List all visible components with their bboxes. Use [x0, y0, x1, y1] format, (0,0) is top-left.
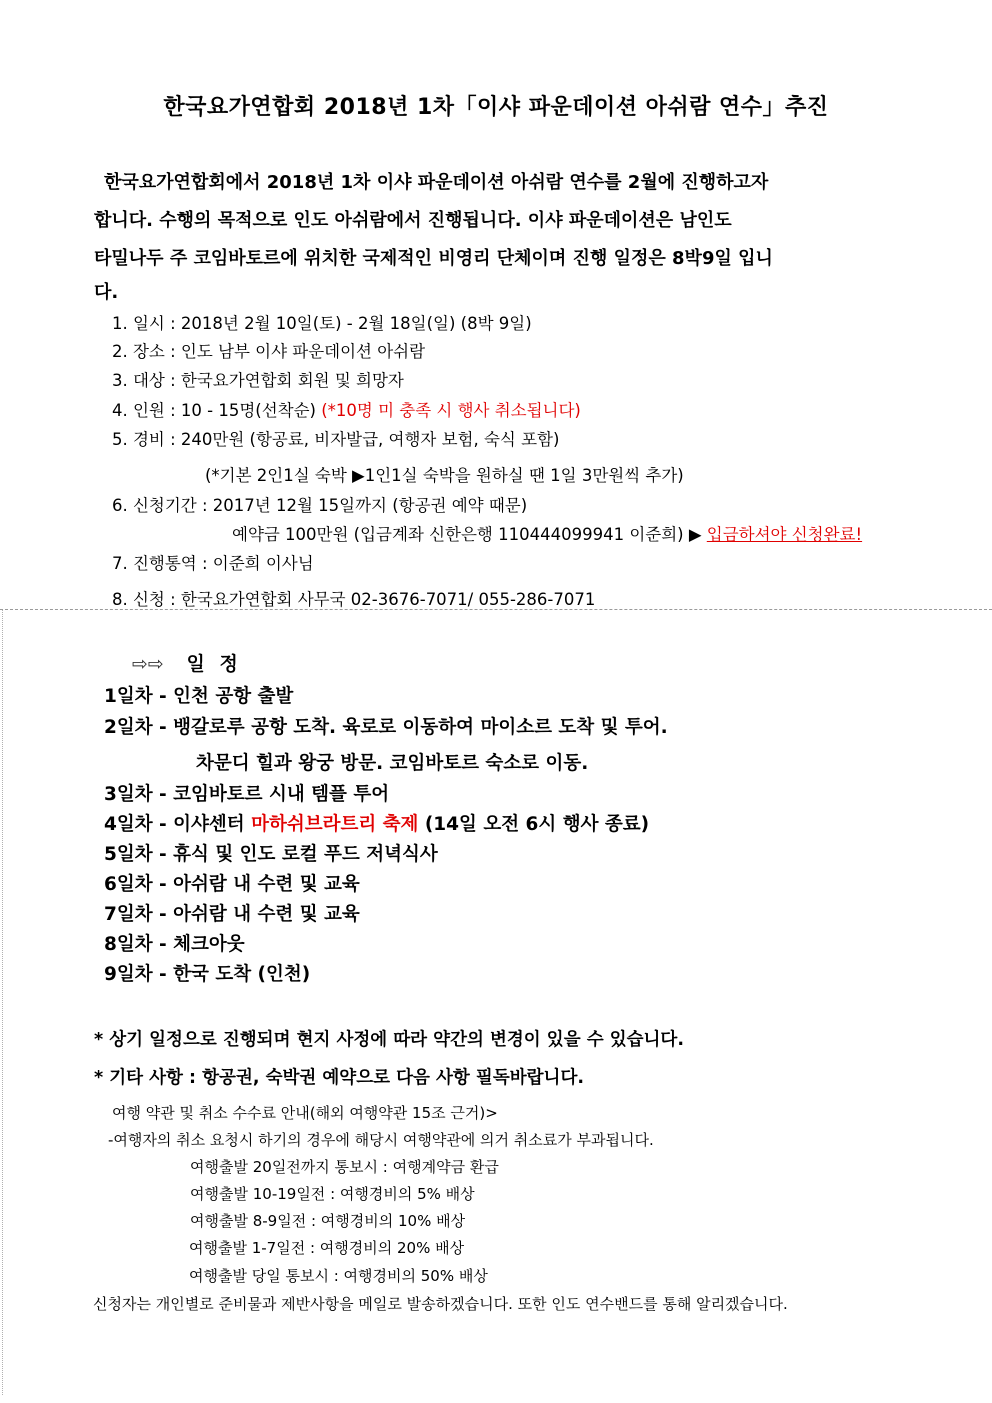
personnel-text: 4. 인원 : 10 - 15명(선착순): [112, 401, 322, 420]
policy-row-3: 여행출발 8-9일전 : 여행경비의 10% 배상: [190, 1212, 466, 1230]
detail-deposit: [232, 521, 862, 545]
detail-place: 2. 장소 : 인도 남부 이샤 파운데이션 아쉬람: [112, 342, 426, 361]
policy-row-5: 여행출발 당일 통보시 : 여행경비의 50% 배상: [189, 1267, 488, 1285]
detail-date: 1. 일시 : 2018년 2월 10일(토) - 2월 18일(일) (8박 9일): [112, 314, 532, 333]
policy-footer: 신청자는 개인별로 준비물과 제반사항을 메일로 발송하겠습니다. 또한 인도 연수밴드를 통해 알리겠습니다.: [93, 1295, 788, 1313]
schedule-day-6: 6일차 - 아쉬람 내 수련 및 교육: [104, 874, 360, 895]
margin-guide: [2, 610, 3, 1395]
festival-name: 마하쉬브라트리 축제: [251, 814, 419, 835]
intro-line-2: 합니다. 수행의 목적으로 인도 아쉬람에서 진행됩니다. 이샤 파운데이션은 남인도: [94, 210, 732, 231]
detail-target: 3. 대상 : 한국요가연합회 회원 및 희망자: [112, 371, 404, 390]
schedule-day-5: 5일차 - 휴식 및 인도 로컬 푸드 저녁식사: [104, 844, 438, 865]
detail-cost-note: (*기본 2인1실 숙박 ▶1인1실 숙박을 원하실 땐 1일 3만원씩 추가): [205, 466, 684, 485]
policy-row-2: 여행출발 10-19일전 : 여행경비의 5% 배상: [190, 1185, 475, 1203]
policy-heading: 여행 약관 및 취소 수수료 안내(해외 여행약관 15조 근거)>: [112, 1104, 498, 1122]
intro-line-3: 타밀나두 주 코임바토르에 위치한 국제적인 비영리 단체이며 진행 일정은 8박9일 입니: [94, 248, 773, 269]
schedule-day-4: [104, 810, 649, 836]
intro-line-4: 다.: [94, 282, 119, 303]
schedule-day-2-cont: 차문디 힐과 왕궁 방문. 코임바토르 숙소로 이동.: [196, 753, 589, 774]
detail-contact: 8. 신청 : 한국요가연합회 사무국 02-3676-7071/ 055-286-7071: [112, 590, 596, 609]
section-divider: [0, 609, 992, 610]
policy-description: -여행자의 취소 요청시 하기의 경우에 해당시 여행약관에 의거 취소료가 부과됩니다.: [108, 1131, 654, 1149]
detail-cost: 5. 경비 : 240만원 (항공료, 비자발급, 여행자 보험, 숙식 포함): [112, 430, 560, 449]
schedule-heading-text: 일 정: [186, 653, 242, 675]
policy-row-1: 여행출발 20일전까지 통보시 : 여행계약금 환급: [190, 1158, 499, 1176]
day4-suffix: (14일 오전 6시 행사 종료): [418, 814, 650, 835]
schedule-day-1: 1일차 - 인천 공항 출발: [104, 686, 294, 707]
policy-row-4: 여행출발 1-7일전 : 여행경비의 20% 배상: [189, 1239, 465, 1257]
note-etc: * 기타 사항 : 항공권, 숙박권 예약으로 다음 사항 필독바랍니다.: [94, 1068, 584, 1088]
note-change-notice: * 상기 일정으로 진행되며 현지 사정에 따라 약간의 변경이 있을 수 있습니다.: [94, 1030, 684, 1050]
schedule-day-7: 7일차 - 아쉬람 내 수련 및 교육: [104, 904, 360, 925]
personnel-warning: (*10명 미 충족 시 행사 취소됩니다): [321, 401, 581, 420]
detail-apply-period: 6. 신청기간 : 2017년 12월 15일까지 (항공권 예약 때문): [112, 496, 528, 515]
schedule-day-3: 3일차 - 코임바토르 시내 템플 투어: [104, 784, 390, 805]
page-title: 한국요가연합회 2018년 1차「이샤 파운데이션 아쉬람 연수」추진: [163, 95, 829, 120]
intro-line-1: 한국요가연합회에서 2018년 1차 이샤 파운데이션 아쉬람 연수를 2월에 진행하고자: [104, 172, 769, 193]
detail-personnel: [112, 397, 581, 421]
day4-prefix: 4일차 - 이샤센터: [104, 814, 252, 835]
schedule-day-2: 2일차 - 뱅갈로루 공항 도착. 육로로 이동하여 마이소르 도착 및 투어.: [104, 717, 668, 738]
deposit-text: 예약금 100만원 (입금계좌 신한은행 110444099941 이준희) ▶: [232, 525, 707, 544]
deposit-complete-notice: 입금하셔야 신청완료!: [706, 525, 863, 544]
schedule-day-8: 8일차 - 체크아웃: [104, 934, 245, 955]
schedule-day-9: 9일차 - 한국 도착 (인천): [104, 964, 311, 985]
detail-interpreter: 7. 진행통역 : 이준희 이사님: [112, 554, 314, 573]
schedule-heading: [132, 649, 242, 676]
double-arrow-icon: ⇨⇨: [132, 653, 164, 675]
